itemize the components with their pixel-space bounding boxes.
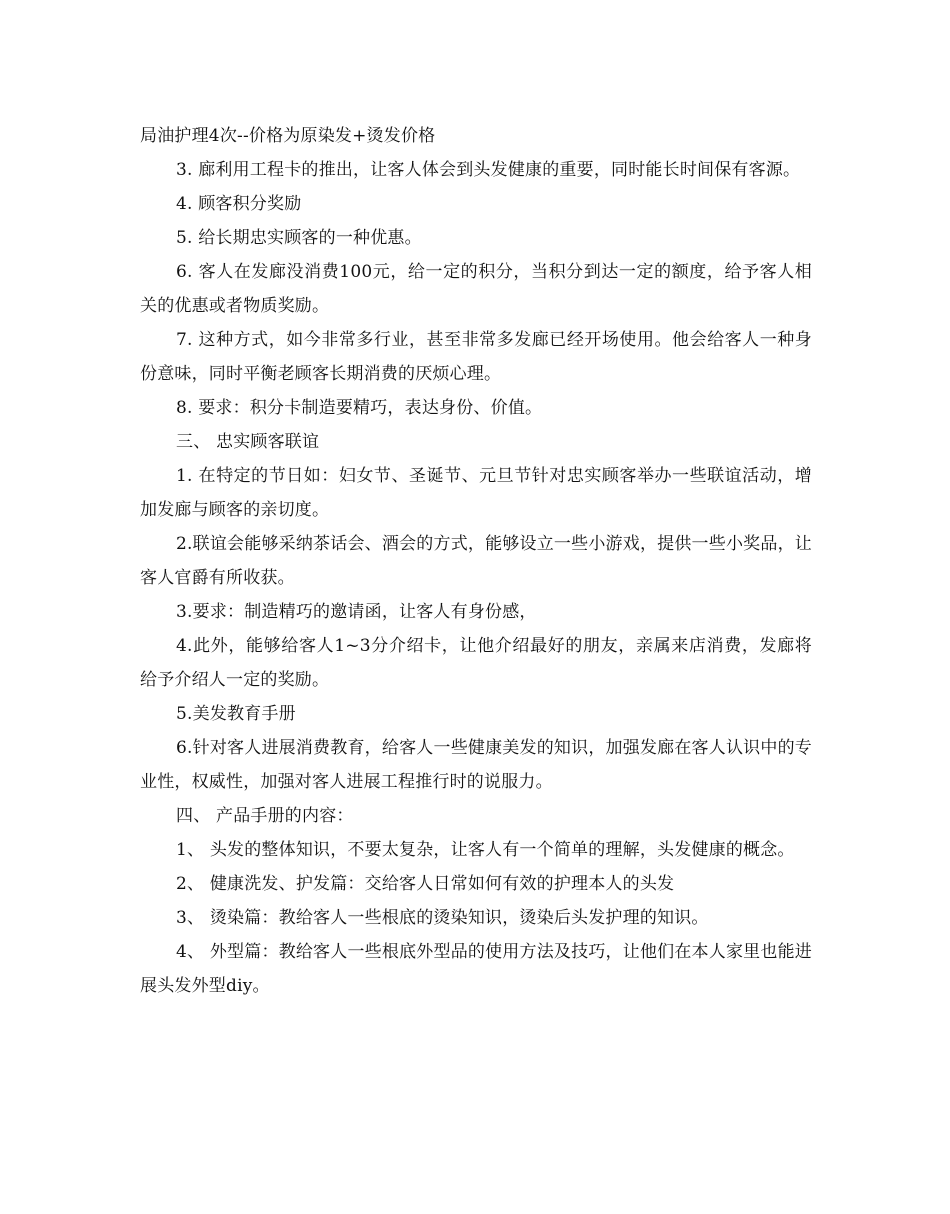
section-heading: 三、 忠实顾客联谊 bbox=[176, 432, 320, 452]
paragraph: 6.针对客人进展消费教育，给客人一些健康美发的知识，加强发廊在客人认识中的专业性，权威性，加强对客人进展工程推行时的说服力。 bbox=[140, 738, 812, 792]
paragraph: 2.联谊会能够采纳茶话会、酒会的方式，能够设立一些小游戏，提供一些小奖品，让客人官爵有所收获。 bbox=[140, 534, 812, 588]
paragraph: 4、 外型篇：教给客人一些根底外型品的使用方法及技巧，让他们在本人家里也能进展头发外型diy。 bbox=[140, 942, 812, 996]
paragraph: 5.美发教育手册 bbox=[176, 704, 296, 724]
paragraph: 3、 烫染篇：教给客人一些根底的烫染知识，烫染后头发护理的知识。 bbox=[176, 908, 709, 928]
paragraph: 4.此外，能够给客人1~3分介绍卡，让他介绍最好的朋友，亲属来店消费，发廊将给予介绍人一定的奖励。 bbox=[140, 636, 812, 690]
paragraph: 7. 这种方式，如今非常多行业，甚至非常多发廊已经开场使用。他会给客人一种身份意味，同时平衡老顾客长期消费的厌烦心理。 bbox=[140, 330, 812, 384]
paragraph: 8. 要求：积分卡制造要精巧，表达身份、价值。 bbox=[176, 398, 543, 418]
paragraph: 2、 健康洗发、护发篇：交给客人日常如何有效的护理本人的头发 bbox=[176, 874, 675, 894]
paragraph: 6. 客人在发廊没消费100元，给一定的积分，当积分到达一定的额度，给予客人相关的优惠或者物质奖励。 bbox=[140, 262, 812, 316]
paragraph: 5. 给长期忠实顾客的一种优惠。 bbox=[176, 228, 422, 248]
paragraph: 局油护理4次--价格为原染发+烫发价格 bbox=[140, 126, 436, 146]
document-body bbox=[140, 119, 812, 1003]
paragraph: 4. 顾客积分奖励 bbox=[176, 194, 302, 214]
paragraph: 1、 头发的整体知识，不要太复杂，让客人有一个简单的理解，头发健康的概念。 bbox=[176, 840, 795, 860]
section-heading: 四、 产品手册的内容： bbox=[176, 806, 354, 826]
paragraph: 3. 廊利用工程卡的推出，让客人体会到头发健康的重要，同时能长时间保有客源。 bbox=[176, 160, 801, 180]
paragraph: 3.要求：制造精巧的邀请函，让客人有身份感， bbox=[176, 602, 537, 622]
paragraph: 1. 在特定的节日如：妇女节、圣诞节、元旦节针对忠实顾客举办一些联谊活动，增加发廊与顾客的亲切度。 bbox=[140, 466, 812, 520]
